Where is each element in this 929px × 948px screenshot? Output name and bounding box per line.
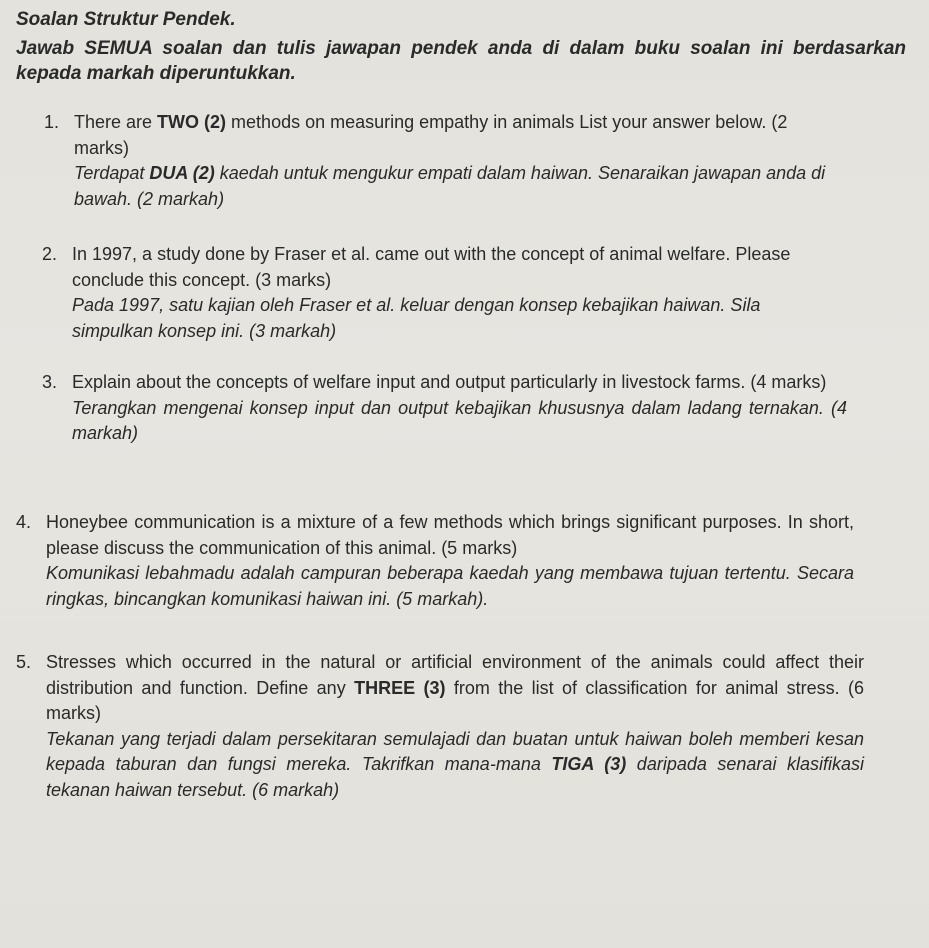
question-text-malay: Terangkan mengenai konsep input dan output kebajikan khususnya dalam ladang ternakan. (4 markah) <box>72 397 847 443</box>
question-5 <box>16 650 864 803</box>
section-header <box>16 8 916 86</box>
section-title: Soalan Struktur Pendek. <box>16 9 236 30</box>
question-3 <box>42 370 847 447</box>
question-text-english: In 1997, a study done by Fraser et al. came out with the concept of animal welfare. Please conclude this concept. (3 marks) <box>72 244 791 290</box>
question-4 <box>16 510 854 612</box>
section-instruction: Jawab SEMUA soalan dan tulis jawapan pendek anda di dalam buku soalan ini berdasarkan kepada markah diperuntukkan. <box>16 38 906 84</box>
question-text-english: Honeybee communication is a mixture of a few methods which brings significant purposes. In short, please discuss the communication of this animal. (5 marks) <box>46 512 854 558</box>
question-text-malay: Tekanan yang terjadi dalam persekitaran semulajadi dan buatan untuk haiwan boleh memberi kesan kepada taburan dan fungsi mereka. Takrifkan mana-mana TIGA (3) daripada senarai klasifikasi tekanan haiwan tersebut. (6 markah) <box>46 728 864 800</box>
question-text-english: There are TWO (2) methods on measuring empathy in animals List your answer below. (2 marks) <box>74 112 788 158</box>
question-text-malay: Pada 1997, satu kajian oleh Fraser et al. keluar dengan konsep kebajikan haiwan. Sila simpulkan konsep ini. (3 markah) <box>72 295 761 341</box>
question-text-english: Stresses which occurred in the natural or artificial environment of the animals could affect their distribution and function. Define any THREE (3) from the list of classification for animal stress. (6 marks) <box>46 652 864 723</box>
question-1 <box>44 110 834 212</box>
question-number: 2. <box>42 244 58 264</box>
question-number: 4. <box>16 512 32 532</box>
question-text-malay: Komunikasi lebahmadu adalah campuran beberapa kaedah yang membawa tujuan tertentu. Secara ringkas, bincangkan komunikasi haiwan ini. (5 markah). <box>46 563 854 609</box>
question-text-english: Explain about the concepts of welfare input and output particularly in livestock farms. (4 marks) <box>72 372 827 392</box>
question-number: 5. <box>16 652 32 672</box>
question-number: 3. <box>42 372 58 392</box>
question-2 <box>42 242 842 344</box>
question-text-malay: Terdapat DUA (2) kaedah untuk mengukur empati dalam haiwan. Senaraikan jawapan anda di bawah. (2 markah) <box>74 163 826 209</box>
question-number: 1. <box>44 112 60 132</box>
